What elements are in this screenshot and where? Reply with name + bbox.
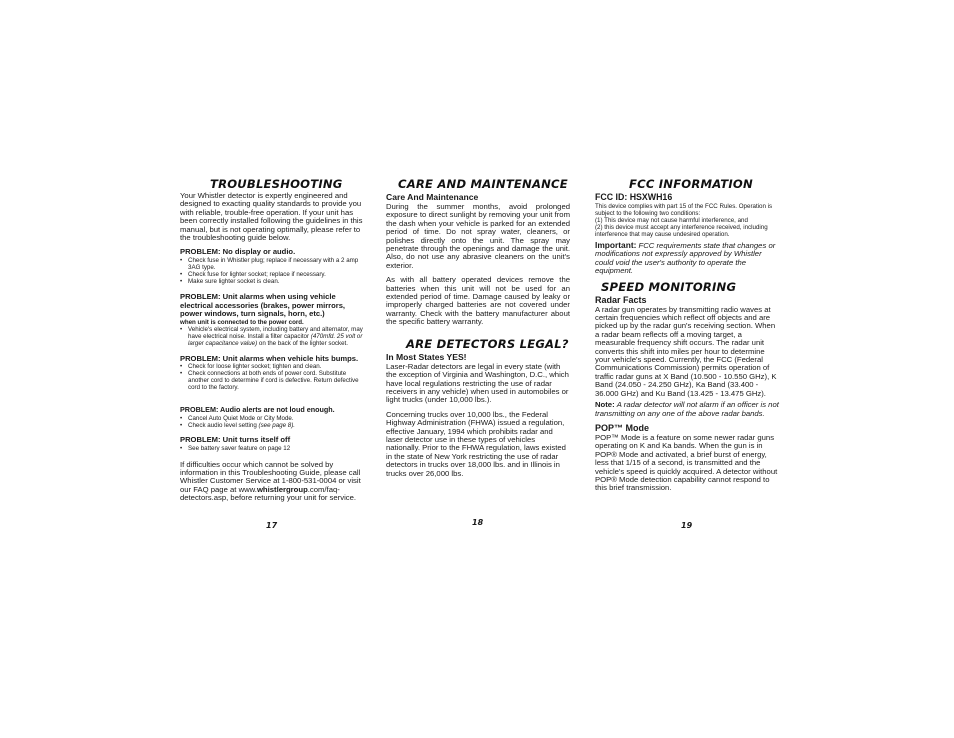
list-item: • Check for loose lighter socket; tighten and clean.: [180, 363, 322, 371]
legal-subheading: In Most States YES!: [386, 351, 467, 362]
list-item: • Vehicle's electrical system, including battery and alternator, may have electrical noise. Install a filter capacitor (470mfd. 25 volt or larger capacitance value) on the back of the lighter socket.: [180, 325, 363, 347]
care-maintenance-subheading: Care And Maintenance: [386, 192, 479, 202]
fcc-important: Important: FCC requirements state that changes or modifications not expressly approved by Whistler could void the user's authority to operate the equipment.: [595, 240, 776, 276]
problem-3-title: PROBLEM: Unit alarms when vehicle hits bumps.: [180, 353, 359, 363]
page-number-17: 17: [266, 521, 278, 530]
radar-facts-text: A radar gun operates by transmitting radio waves at certain frequencies which reflect off objects and are picked up by the radar gun's receiving section. When a radar beam reflects off a moving target, a measurable frequency shift occurs. The radar unit converts this shift into miles per hour to determine your vehicle's speed. Currently, the FCC (Federal Communications Commission) permits operation of traffic radar guns at X Band (10.500 - 10.550 GHz), K Band (24.050 - 24.250 GHz), Ka Band (33.400 - 36.000 GHz) and Ku Band (13.425 - 13.475 GHz).: [595, 304, 777, 398]
list-item: • Check fuse in Whistler plug; replace if necessary with a 2 amp 3AG type.: [180, 257, 359, 272]
legal-paragraph-1: Laser-Radar detectors are legal in every state (with the exception of Virginia and Washington, D.C., which have local regulations restricting the use of radar receivers in any vehicle) when used in automobiles or light trucks (under 10,000 lbs.).: [386, 361, 569, 405]
problem-1-list: [180, 257, 366, 285]
care-maintenance-column: [386, 177, 570, 478]
fcc-heading: FCC INFORMATION: [629, 177, 753, 191]
list-item: • Check connections at both ends of power cord. Substitute another cord to determine if cord is defective. Return defective cord to the factory.: [180, 370, 359, 392]
fcc-id: FCC ID: HSXWH16: [595, 192, 673, 202]
list-item: • Make sure lighter socket is clean.: [180, 278, 280, 286]
problem-5-list: [180, 445, 366, 452]
troubleshooting-intro: Your Whistler detector is expertly engineered and designed to exacting quality standards to provide you with reliable, trouble-free operation. If your unit has been correctly installed following the guidelines in this manual, but is not operating optimally, please refer to the troubleshooting guide below.: [180, 191, 363, 243]
list-item: • See battery saver feature on page 12: [180, 444, 291, 452]
troubleshooting-column: [180, 177, 366, 503]
troubleshooting-heading: TROUBLESHOOTING: [210, 177, 343, 191]
pop-mode-text: POP™ Mode is a feature on some newer radar guns operating on K and Ka bands. When the gun is in POP® Mode and activated, a brief burst of energy, less that 1/15 of a second, is transmitted and the vehicle's speed is quickly acquired. A detector without POP® Mode detection capability cannot respond to this brief transmission.: [595, 432, 778, 493]
legal-paragraph-2: Concerning trucks over 10,000 lbs., the Federal Highway Administration (FHWA) issued a regulation, effective January, 1994 which prohibits radar and laser detector use in these types of vehicles nationally. Prior to the FHWA regulation, laws existed in the state of New York restricting the use of radar detectors in trucks over 18,000 lbs. and in Illinois in trucks over 26,000 lbs.: [386, 409, 566, 478]
list-item: • Check audio level setting (see page 8).: [180, 422, 295, 429]
page-number-19: 19: [681, 521, 693, 530]
care-paragraph-2: As with all battery operated devices remove the batteries when this unit will not be used for an extended period of time. Damage caused by leaky or improperly charged batteries are not covered under warranty. Check with the battery manufacturer about the specific battery warranty.: [386, 275, 570, 327]
problem-2-title: PROBLEM: Unit alarms when using vehicle electrical accessories (brakes, power mirrors, power windows, turn signals, horn, etc.): [180, 292, 346, 319]
problem-2-subtitle: when unit is connected to the power cord.: [180, 318, 304, 326]
list-item: • Check fuse for lighter socket; replace if necessary.: [180, 271, 326, 279]
fcc-text-2: (1) This device may not cause harmful interference, and: [595, 217, 748, 224]
radar-facts-heading: Radar Facts: [595, 294, 647, 305]
brand-name: whistlergroup: [256, 484, 308, 494]
problem-3-list: [180, 363, 366, 391]
problem-4-list: [180, 415, 366, 429]
radar-note: Note: A radar detector will not alarm if an officer is not transmitting on any one of the above radar bands.: [595, 400, 779, 418]
pop-mode-heading: POP™ Mode: [595, 422, 650, 433]
problem-1-title: PROBLEM: No display or audio.: [180, 247, 296, 257]
list-item: • Cancel Auto Quiet Mode or City Mode.: [180, 415, 294, 422]
problem-5-title: PROBLEM: Unit turns itself off: [180, 435, 291, 444]
problem-2-list: [180, 326, 366, 347]
fcc-column: [595, 177, 781, 493]
care-paragraph-1: During the summer months, avoid prolonged exposure to direct sunlight by removing your unit from the dash when your vehicle is parked for an extended period of time. Do not spray water, cleaners, or polishes directly onto the unit. The spray may penetrate through the openings and damage the unit. Also, do not use any abrasive cleaners on the unit's exterior.: [386, 202, 570, 270]
fcc-text-3: (2) this device must accept any interference received, including interference that may cause undesired operation.: [595, 224, 768, 238]
page-number-18: 18: [472, 518, 484, 527]
troubleshooting-outro: If difficulties occur which cannot be solved by information in this Troubleshooting Guide, please call Whistler Customer Service at 1-800-531-0004 or visit our FAQ page at www.whistlergroup.com/faq-detectors.asp, before returning your unit for service.: [180, 459, 361, 503]
problem-4-title: PROBLEM: Audio alerts are not loud enough.: [180, 405, 335, 415]
care-maintenance-heading: CARE AND MAINTENANCE: [398, 177, 568, 191]
legal-heading: ARE DETECTORS LEGAL?: [406, 336, 569, 351]
speed-monitoring-heading: SPEED MONITORING: [601, 279, 737, 294]
fcc-text-1: This device complies with part 15 of the FCC Rules. Operation is subject to the following two conditions:: [595, 203, 773, 217]
